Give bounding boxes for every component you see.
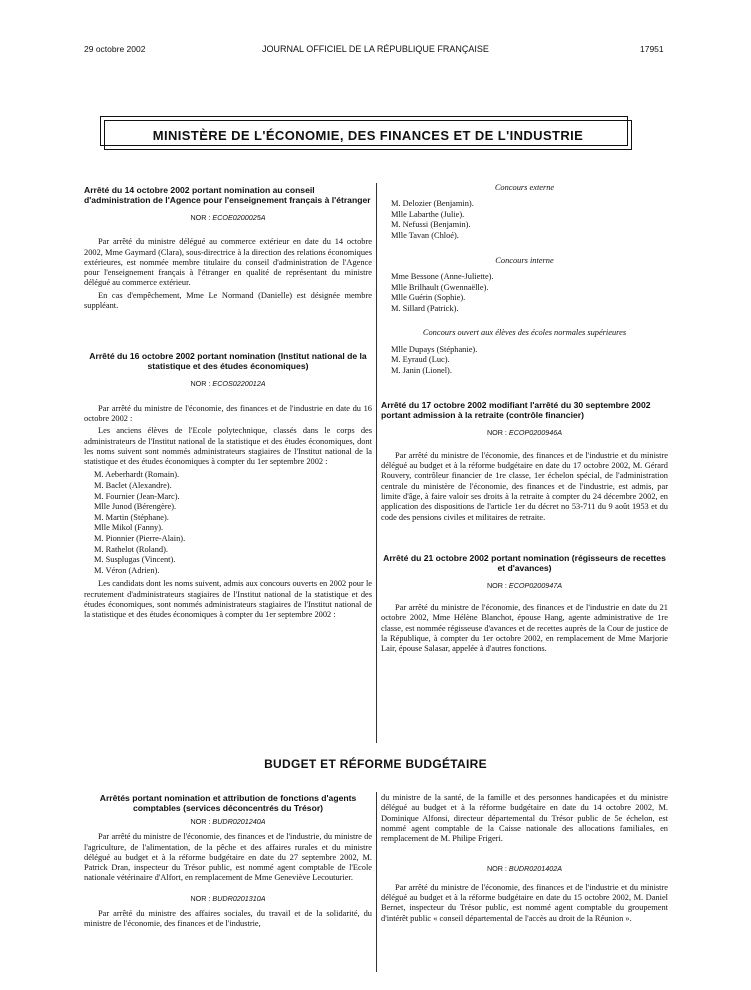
- nor-label: NOR :: [486, 864, 507, 874]
- paragraph: Les candidats dont les noms suivent, admis aux concours ouverts en 2002 pour le recrutement d'administrateurs stagiaires de l'Institut national de la statistique et des études économiques, sont nommés administrateurs stagiaires de l'Institut national de la statistique et des études économiques à compter du 1er septembre 2002 :: [84, 579, 372, 620]
- nor-code: ECOP0200947A: [508, 580, 563, 590]
- paragraph: Par arrêté du ministre de l'économie, des finances et de l'industrie en date du 16 octobre 2002 :: [84, 403, 372, 423]
- list-item: M. Nefussi (Benjamin).: [391, 220, 471, 230]
- nor-label: NOR :: [486, 428, 507, 438]
- paragraph: Par arrêté du ministre de l'économie, des finances et de l'industrie et du ministre délégué au budget et à la réforme budgétaire en date du 15 octobre 2002, M. Daniel Bernet, inspecteur du Trésor public, est nommé agent comptable du groupement d'intérêt public « conseil départemental de l'accès au droit de la Réunion ».: [381, 882, 668, 923]
- list-item: Mlle Tavan (Chloé).: [391, 231, 459, 241]
- paragraph: Par arrêté du ministre délégué au commerce extérieur en date du 14 octobre 2002, Mme Gaymard (Clara), sous-directrice à la direction des relations économiques extérieures, est nommée membre titulaire du conseil d'administration de l'Agence pour l'enseignement français à l'étranger en qualité de représentant du ministre délégué au commerce extérieur.: [84, 237, 372, 288]
- bottom-left-column: [84, 793, 372, 932]
- nor-reference: [381, 864, 668, 874]
- nor-code: ECOP0200946A: [508, 428, 563, 438]
- nor-label: NOR :: [190, 893, 211, 903]
- paragraph: Par arrêté du ministre de l'économie, des finances et de l'industrie, du ministre de l'agriculture, de l'alimentation, de la pêche et des affaires rurales et du ministre délégué au budget et à la réforme budgétaire en date du 27 septembre 2002, M. Patrick Dran, inspecteur du Trésor public, est nommé agent comptable de l'Ecole nationale vétérinaire d'Alfort, en remplacement de Mme Geneviève Lecouturier.: [84, 832, 372, 883]
- nor-code: ECOE0200025A: [212, 213, 266, 222]
- article-title: Arrêtés portant nomination et attribution de fonctions d'agents comptables (services déconcentrés du Trésor): [99, 793, 357, 813]
- list-item: M. Eyraud (Luc).: [391, 355, 450, 365]
- article-title: Arrêté du 16 octobre 2002 portant nomination (Institut national de la statistique et des études économiques): [89, 351, 367, 372]
- right-column: [381, 183, 668, 657]
- nor-code: BUDR0201240A: [212, 817, 266, 826]
- nor-code: BUDR0201310A: [212, 893, 266, 903]
- name-list: [381, 272, 668, 314]
- nor-reference: [84, 817, 372, 827]
- list-item: M. Martin (Stéphane).: [94, 512, 169, 522]
- list-item: M. Rathelot (Roland).: [94, 544, 168, 554]
- paragraph: du ministre de la santé, de la famille et des personnes handicapées et du ministre délégué au budget et à la réforme budgétaire en date du 14 octobre 2002, M. Dominique Alfonsi, directeur départemental du Trésor public de 5e échelon, est nommé agent comptable de la Caisse nationale des allocations familiales, en remplacement de M. Philipe Frigeri.: [381, 793, 668, 844]
- header-date: 29 octobre 2002: [84, 44, 146, 54]
- list-item: M. Baclet (Alexandre).: [94, 481, 172, 491]
- list-item: Mlle Junod (Bérengère).: [94, 502, 177, 512]
- subheading: Concours ouvert aux élèves des écoles normales supérieures: [422, 328, 627, 338]
- paragraph: Par arrêté du ministre de l'économie, des finances et de l'industrie et du ministre délégué au budget et à la réforme budgétaire en date du 17 octobre 2002, M. Gérard Rouvery, contrôleur financier de 1re classe, 1er échelon spécial, de l'administration centrale du ministère de l'économie, des finances et de l'industrie, est admis, par limite d'âge, à faire valoir ses droits à la retraite à compter du 24 décembre 2002, en application des dispositions de l'article 1er du décret no 53-711 du 9 août 1953 et du code des pensions civiles et militaires de retraite.: [381, 450, 668, 522]
- article-title: Arrêté du 14 octobre 2002 portant nomination au conseil d'administration de l'Agence pour l'enseignement français à l'étranger: [84, 185, 371, 205]
- left-column: [84, 185, 372, 623]
- list-item: Mlle Dupays (Stéphanie).: [391, 344, 478, 354]
- nor-reference: [84, 894, 372, 904]
- nor-label: NOR :: [190, 379, 211, 389]
- nor-code: BUDR0201402A: [508, 864, 563, 874]
- list-item: Mlle Mikol (Fanny).: [94, 523, 164, 533]
- journal-title: JOURNAL OFFICIEL DE LA RÉPUBLIQUE FRANÇAISE: [262, 44, 489, 54]
- paragraph: Par arrêté du ministre de l'économie, des finances et de l'industrie en date du 21 octobre 2002, Mme Hélène Blanchot, épouse Hang, agente administrative de 1re classe, est nommée régisseuse d'avances et de recettes auprès de la Cour de justice de la République, à compter du 1er octobre 2002, en remplacement de Mme Marjorie Lair, épouse Salasar, appelée à d'autres fonctions.: [381, 603, 668, 654]
- list-item: Mlle Guérin (Sophie).: [391, 293, 466, 303]
- ministry-title: MINISTÈRE DE L'ÉCONOMIE, DES FINANCES ET DE L'INDUSTRIE: [152, 128, 584, 143]
- bottom-right-column: [381, 793, 668, 926]
- subheading: Concours interne: [495, 255, 554, 265]
- article-title: Arrêté du 21 octobre 2002 portant nomination (régisseurs de recettes et d'avances): [383, 552, 666, 573]
- column-divider: [376, 183, 377, 743]
- nor-reference: [84, 379, 372, 389]
- list-item: Mlle Labarthe (Julie).: [391, 209, 465, 219]
- list-item: M. Delozier (Benjamin).: [391, 199, 474, 209]
- list-item: M. Aeberhardt (Romain).: [94, 470, 180, 480]
- section-title: BUDGET ET RÉFORME BUDGÉTAIRE: [264, 757, 487, 771]
- list-item: M. Susplugas (Vincent).: [94, 555, 176, 565]
- paragraph: Par arrêté du ministre des affaires sociales, du travail et de la solidarité, du ministre de l'économie, des finances et de l'industrie,: [84, 909, 372, 929]
- list-item: Mme Bessone (Anne-Juliette).: [391, 271, 494, 281]
- nor-reference: [381, 581, 668, 591]
- paragraph: En cas d'empêchement, Mme Le Normand (Danielle) est désignée membre suppléant.: [84, 290, 372, 311]
- ministry-title-box: [104, 120, 632, 150]
- subheading: Concours externe: [494, 183, 555, 192]
- nor-reference: [381, 428, 668, 438]
- name-list: [84, 470, 372, 576]
- list-item: M. Véron (Adrien).: [94, 565, 160, 575]
- article-title: Arrêté du 17 octobre 2002 modifiant l'arrêté du 30 septembre 2002 portant admission à la retraite (contrôle financier): [381, 400, 651, 421]
- list-item: M. Janin (Lionel).: [391, 365, 452, 375]
- column-divider-bottom: [376, 792, 377, 972]
- list-item: M. Fournier (Jean-Marc).: [94, 491, 180, 501]
- nor-reference: [84, 213, 372, 223]
- nor-code: ECOS0220012A: [212, 379, 266, 389]
- list-item: Mlle Brilhault (Gwennaëlle).: [391, 282, 489, 292]
- list-item: M. Sillard (Patrick).: [391, 303, 459, 313]
- name-list: [381, 199, 668, 241]
- list-item: M. Pionnier (Pierre-Alain).: [94, 534, 186, 544]
- page-number: 17951: [640, 44, 664, 54]
- paragraph: Les anciens élèves de l'Ecole polytechnique, classés dans le corps des administrateurs de l'Institut national de la statistique et des études économiques, dont les noms suivent sont nommés administrateurs stagiaires de l'Institut national de la statistique et des études économiques à compter du 1er septembre 2002 :: [84, 426, 372, 467]
- nor-label: NOR :: [486, 580, 507, 590]
- name-list: [381, 345, 668, 377]
- nor-label: NOR :: [190, 817, 211, 826]
- nor-label: NOR :: [190, 213, 211, 222]
